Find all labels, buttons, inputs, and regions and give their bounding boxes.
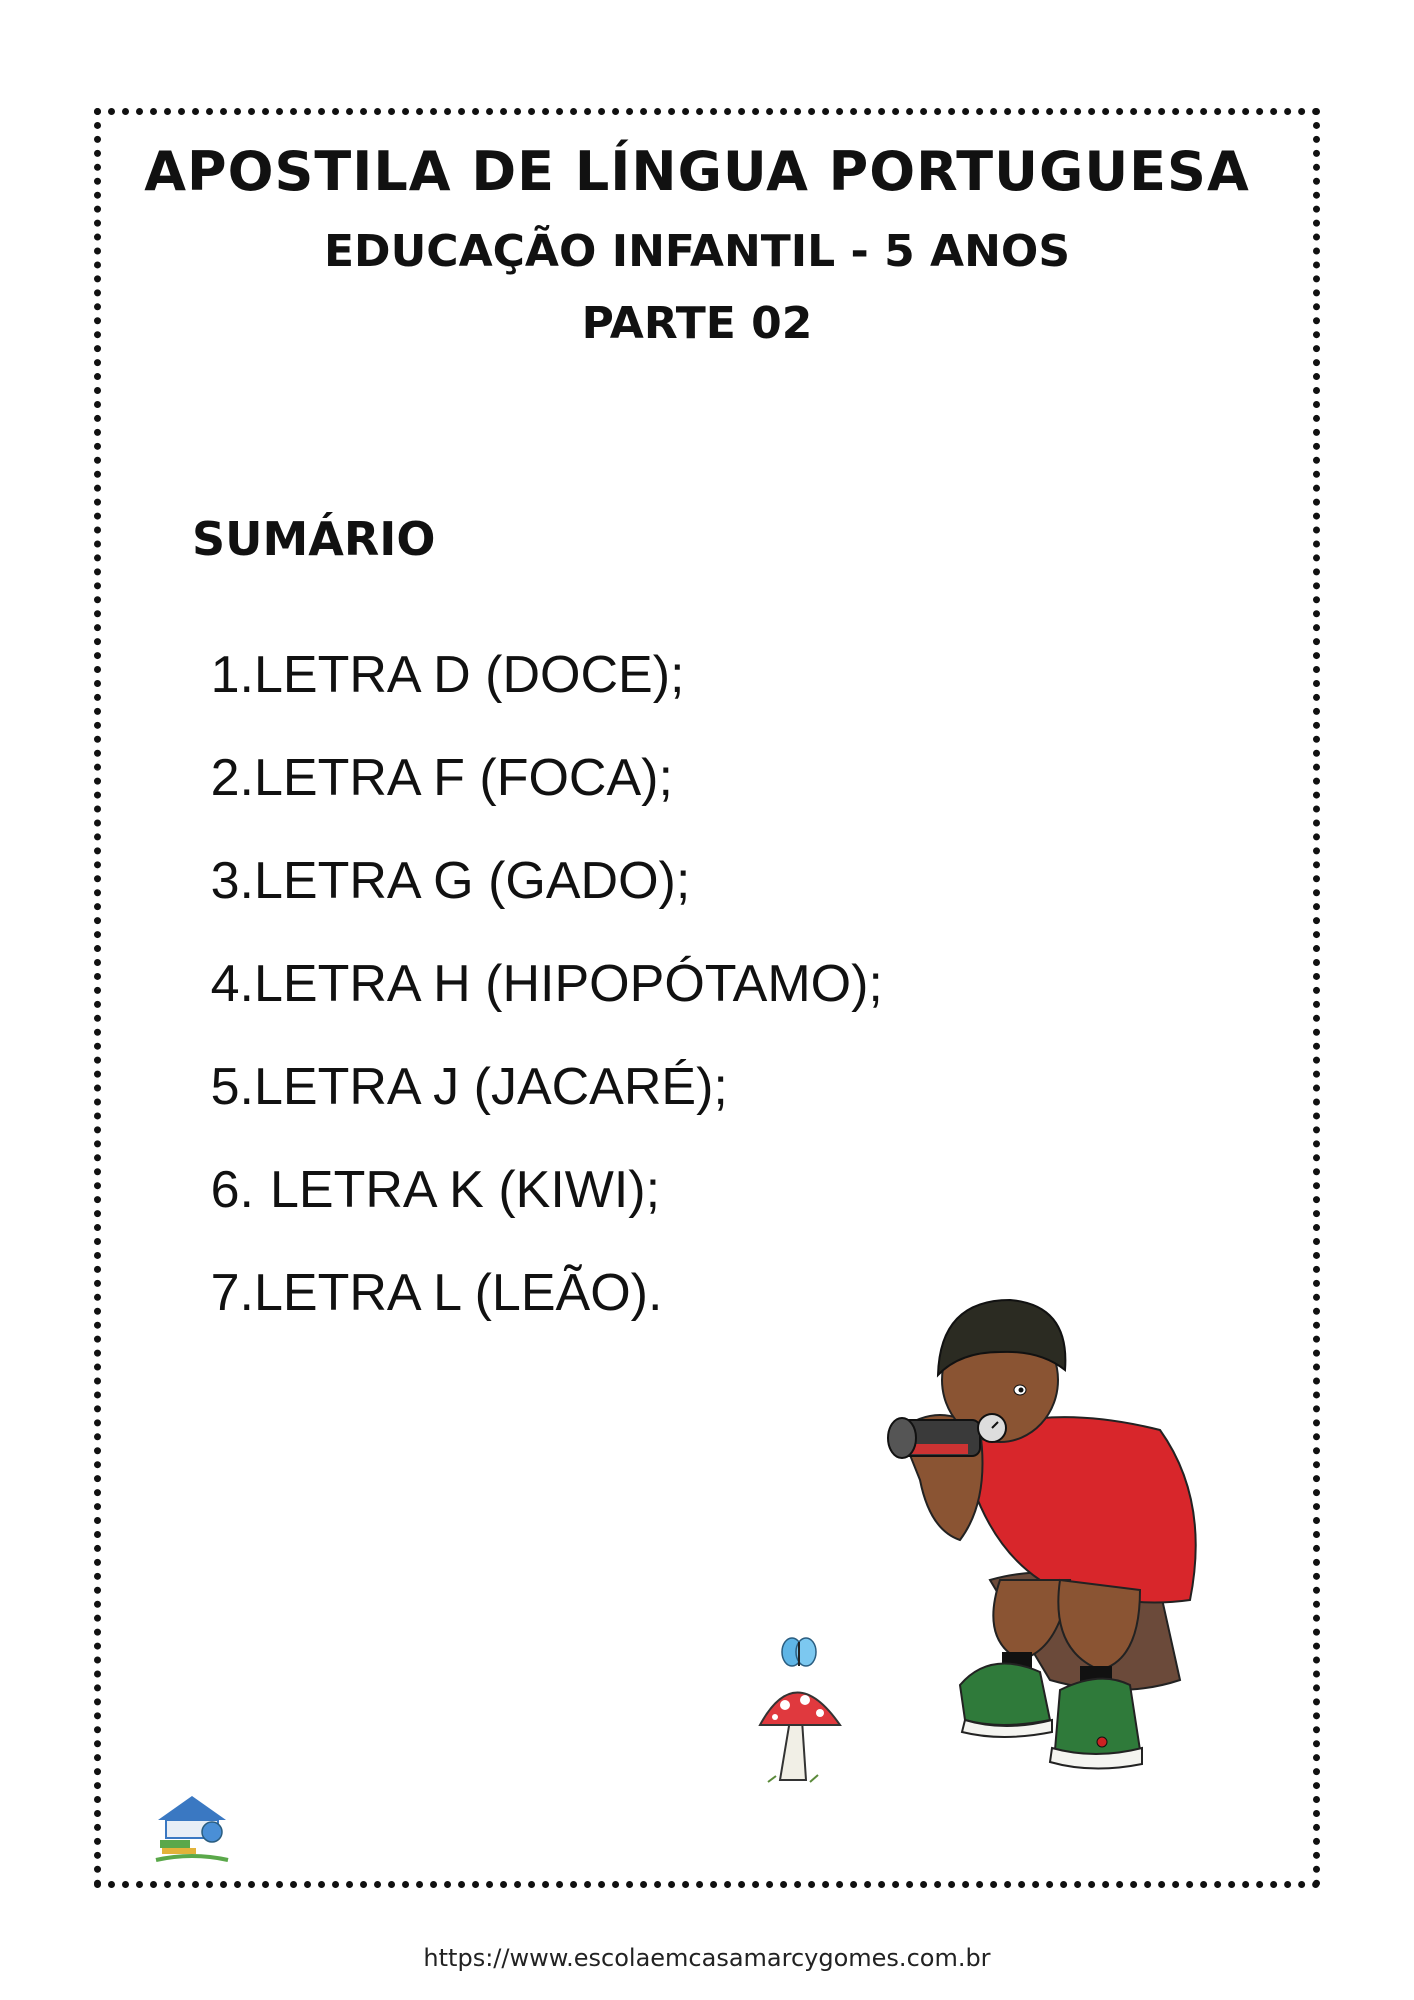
list-item-text: LETRA F (FOCA); bbox=[254, 749, 673, 807]
list-item-text: LETRA G (GADO); bbox=[254, 852, 691, 910]
list-item bbox=[200, 640, 883, 743]
list-item-number: 5. bbox=[210, 1058, 254, 1116]
summary-list bbox=[200, 640, 883, 1361]
list-item bbox=[200, 743, 883, 846]
list-item-text: LETRA J (JACARÉ); bbox=[254, 1058, 728, 1116]
footer-url: https://www.escolaemcasamarcygomes.com.br bbox=[423, 1944, 991, 1972]
list-item-number: 6. bbox=[210, 1161, 254, 1219]
list-item-number: 1. bbox=[210, 646, 254, 704]
list-item-number: 3. bbox=[210, 852, 254, 910]
list-item-text: LETRA L (LEÃO). bbox=[254, 1264, 663, 1322]
page-title: APOSTILA DE LÍNGUA PORTUGUESA bbox=[144, 140, 1250, 203]
boy-with-camera-illustration bbox=[740, 1280, 1260, 1800]
list-item-number: 4. bbox=[210, 955, 254, 1013]
list-item bbox=[200, 846, 883, 949]
summary-heading: SUMÁRIO bbox=[192, 512, 436, 566]
list-item-number: 2. bbox=[210, 749, 254, 807]
list-item-text: LETRA H (HIPOPÓTAMO); bbox=[254, 955, 883, 1013]
list-item bbox=[200, 949, 883, 1052]
list-item-number: 7. bbox=[210, 1264, 254, 1322]
school-logo-icon bbox=[150, 1790, 234, 1866]
list-item-text: LETRA D (DOCE); bbox=[254, 646, 685, 704]
boy-figure bbox=[888, 1300, 1196, 1769]
mushroom-icon bbox=[760, 1693, 840, 1783]
page-subtitle: EDUCAÇÃO INFANTIL - 5 ANOS bbox=[323, 226, 1071, 277]
list-item bbox=[200, 1052, 883, 1155]
list-item-text: LETRA K (KIWI); bbox=[270, 1161, 661, 1219]
page-part-label: PARTE 02 bbox=[581, 298, 813, 349]
butterfly-icon bbox=[782, 1638, 816, 1666]
list-item bbox=[200, 1155, 883, 1258]
